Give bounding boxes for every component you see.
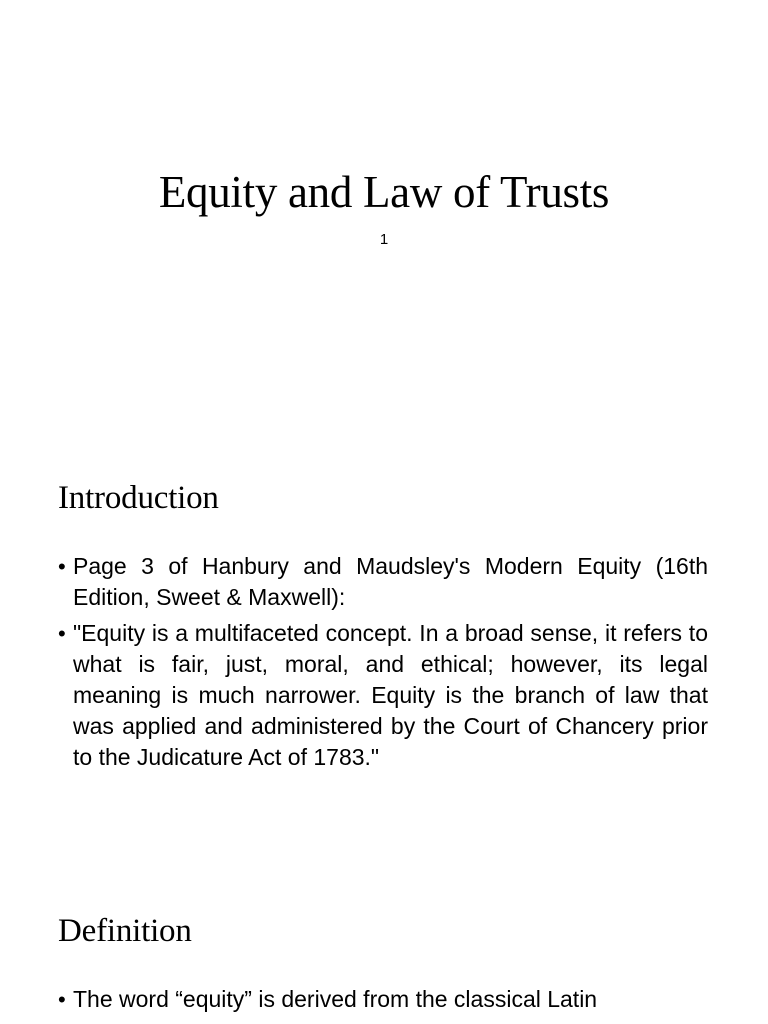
definition-heading: Definition: [58, 913, 192, 949]
definition-bullet-list: [58, 984, 708, 1020]
bullet-text: Page 3 of Hanbury and Maudsley's Modern Equity (16th Edition, Sweet & Maxwell):: [73, 553, 708, 610]
list-item: [58, 984, 708, 1015]
bullet-text: The word “equity” is derived from the classical Latin: [73, 986, 598, 1012]
introduction-bullet-list: [58, 551, 708, 778]
bullet-icon: •: [58, 987, 66, 1012]
page-number: 1: [379, 231, 389, 248]
bullet-text: "Equity is a multifaceted concept. In a broad sense, it refers to what is fair, just, moral, and ethical; however, its legal meaning is much narrower. Equity is the branch of law that was applied and administered by the Court of Chancery prior to the Judicature Act of 1783.": [73, 620, 708, 770]
bullet-icon: •: [58, 554, 66, 579]
list-item: [58, 618, 708, 773]
introduction-heading: Introduction: [58, 480, 219, 516]
bullet-icon: •: [58, 621, 66, 646]
document-title: Equity and Law of Trusts: [158, 167, 610, 217]
title-slide: [0, 0, 768, 430]
list-item: [58, 551, 708, 613]
